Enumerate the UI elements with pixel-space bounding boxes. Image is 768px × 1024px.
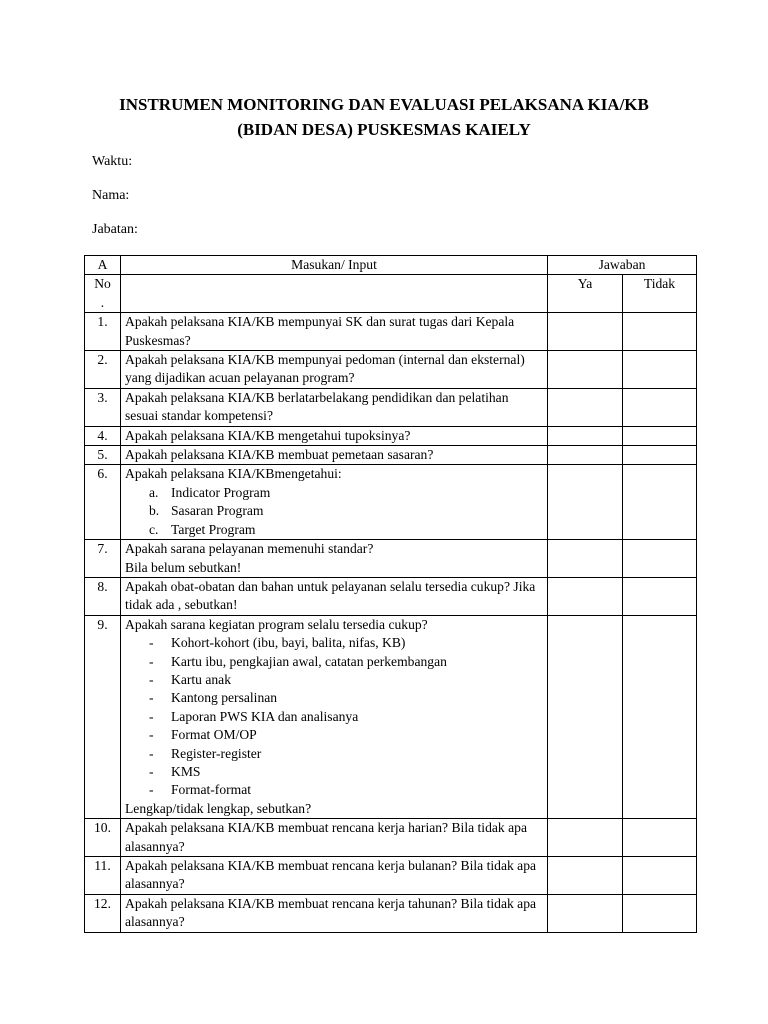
dash-marker: -	[149, 671, 154, 687]
dash-item-text: Kartu anak	[171, 671, 232, 687]
row-number: 2.	[85, 351, 121, 389]
ya-answer-cell[interactable]	[548, 446, 623, 465]
question-cell	[121, 313, 548, 351]
ya-answer-cell[interactable]	[548, 313, 623, 351]
row-number: 3.	[85, 388, 121, 426]
table-row	[85, 446, 697, 465]
question-cell	[121, 540, 548, 578]
row-number: 10.	[85, 819, 121, 857]
table-row	[85, 351, 697, 389]
row-number: 12.	[85, 894, 121, 932]
sub-item-text: Indicator Program	[171, 484, 271, 500]
dash-item	[149, 671, 543, 689]
table-row	[85, 577, 697, 615]
section-header: A	[85, 256, 121, 275]
dash-marker: -	[149, 653, 154, 669]
question-text: Apakah pelaksana KIA/KB mempunyai pedoman (internal dan eksternal) yang dijadikan acuan pelayanan program?	[125, 352, 525, 386]
table-header-row-2	[85, 275, 697, 313]
title-line-2: (BIDAN DESA) PUSKESMAS KAIELY	[237, 120, 531, 139]
row-number: 5.	[85, 446, 121, 465]
ya-answer-cell[interactable]	[548, 615, 623, 818]
tidak-answer-cell[interactable]	[623, 465, 697, 540]
dash-item	[149, 781, 543, 799]
table-row	[85, 540, 697, 578]
no-header	[85, 275, 121, 313]
tidak-answer-cell[interactable]	[623, 446, 697, 465]
question-text: Apakah pelaksana KIA/KB membuat pemetaan sasaran?	[125, 447, 434, 463]
dash-item-text: Laporan PWS KIA dan analisanya	[171, 708, 359, 724]
document-title	[0, 92, 768, 142]
dash-item-text: Kohort-kohort (ibu, bayi, balita, nifas, KB)	[171, 635, 406, 651]
ya-answer-cell[interactable]	[548, 388, 623, 426]
question-text: Apakah pelaksana KIA/KB mengetahui tupoksinya?	[125, 427, 411, 443]
question-cell	[121, 426, 548, 445]
sub-item-marker: b.	[149, 503, 160, 519]
ya-answer-cell[interactable]	[548, 894, 623, 932]
dash-item-text: Kartu ibu, pengkajian awal, catatan perkembangan	[171, 653, 447, 669]
question-cell	[121, 446, 548, 465]
question-cell	[121, 388, 548, 426]
question-cell	[121, 577, 548, 615]
tidak-answer-cell[interactable]	[623, 615, 697, 818]
row-number: 4.	[85, 426, 121, 445]
dash-item	[149, 708, 543, 726]
question-footnote: Lengkap/tidak lengkap, sebutkan?	[125, 800, 312, 816]
row-number: 8.	[85, 577, 121, 615]
ya-answer-cell[interactable]	[548, 857, 623, 895]
question-text: Apakah pelaksana KIA/KB membuat rencana kerja harian? Bila tidak apa alasannya?	[125, 820, 527, 854]
question-cell	[121, 465, 548, 540]
question-text: Apakah sarana kegiatan program selalu tersedia cukup?	[125, 616, 428, 632]
question-cell	[121, 351, 548, 389]
tidak-answer-cell[interactable]	[623, 857, 697, 895]
sub-item-text: Sasaran Program	[171, 503, 264, 519]
dash-item-text: Format OM/OP	[171, 727, 257, 743]
table-row	[85, 615, 697, 818]
tidak-answer-cell[interactable]	[623, 894, 697, 932]
question-cell	[121, 894, 548, 932]
dash-item	[149, 763, 543, 781]
tidak-answer-cell[interactable]	[623, 819, 697, 857]
sub-item	[149, 521, 543, 539]
input-header: Masukan/ Input	[121, 256, 548, 275]
question-cell	[121, 819, 548, 857]
ya-answer-cell[interactable]	[548, 465, 623, 540]
jabatan-label: Jabatan:	[92, 222, 138, 237]
monitoring-table	[84, 255, 697, 933]
question-text: Apakah pelaksana KIA/KB membuat rencana kerja tahunan? Bila tidak apa alasannya?	[125, 895, 537, 930]
ya-answer-cell[interactable]	[548, 577, 623, 615]
tidak-answer-cell[interactable]	[623, 426, 697, 445]
question-text: Apakah pelaksana KIA/KB membuat rencana kerja bulanan? Bila tidak apa alasannya?	[125, 858, 537, 892]
tidak-header: Tidak	[623, 275, 697, 313]
no-header-text: No	[94, 276, 111, 292]
nama-label: Nama:	[92, 188, 130, 203]
dash-marker: -	[149, 690, 154, 706]
tidak-answer-cell[interactable]	[623, 351, 697, 389]
no-header-dot: .	[100, 294, 105, 310]
tidak-answer-cell[interactable]	[623, 540, 697, 578]
tidak-answer-cell[interactable]	[623, 577, 697, 615]
question-followup: Bila belum sebutkan!	[125, 559, 242, 575]
tidak-answer-cell[interactable]	[623, 313, 697, 351]
question-text: Apakah pelaksana KIA/KB mempunyai SK dan surat tugas dari Kepala Puskesmas?	[125, 314, 515, 348]
sub-item	[149, 502, 543, 520]
sub-item-marker: a.	[149, 484, 159, 500]
dash-marker: -	[149, 763, 154, 779]
table-row	[85, 313, 697, 351]
question-cell	[121, 615, 548, 818]
table-row	[85, 819, 697, 857]
question-text: Apakah pelaksana KIA/KBmengetahui:	[125, 466, 342, 482]
ya-header: Ya	[548, 275, 623, 313]
dash-marker: -	[149, 708, 154, 724]
table-header-row-1	[85, 256, 697, 275]
dash-marker: -	[149, 635, 154, 651]
question-text: Apakah pelaksana KIA/KB berlatarbelakang pendidikan dan pelatihan sesuai standar kompetensi?	[125, 389, 509, 424]
jawaban-header: Jawaban	[548, 256, 697, 275]
dash-item	[149, 634, 543, 652]
ya-answer-cell[interactable]	[548, 540, 623, 578]
row-number: 11.	[85, 857, 121, 895]
row-number: 6.	[85, 465, 121, 540]
sub-item	[149, 484, 543, 502]
dash-item-text: Format-format	[171, 782, 252, 798]
dash-item-text: KMS	[171, 763, 201, 779]
waktu-label: Waktu:	[92, 154, 133, 169]
row-number: 7.	[85, 540, 121, 578]
ya-answer-cell[interactable]	[548, 819, 623, 857]
table-row	[85, 465, 697, 540]
table-row	[85, 426, 697, 445]
row-number: 1.	[85, 313, 121, 351]
table-row	[85, 857, 697, 895]
sub-item-marker: c.	[149, 521, 159, 537]
dash-item-text: Register-register	[171, 745, 262, 761]
title-line-1: INSTRUMEN MONITORING DAN EVALUASI PELAKSANA KIA/KB	[119, 95, 649, 114]
question-text: Apakah sarana pelayanan memenuhi standar?	[125, 541, 374, 557]
dash-marker: -	[149, 782, 154, 798]
input-header-blank	[121, 275, 548, 313]
dash-item-text: Kantong persalinan	[171, 690, 278, 706]
dash-marker: -	[149, 727, 154, 743]
table-row	[85, 894, 697, 932]
dash-item	[149, 653, 543, 671]
table-row	[85, 388, 697, 426]
dash-item	[149, 726, 543, 744]
row-number: 9.	[85, 615, 121, 818]
sub-item-text: Target Program	[171, 521, 256, 537]
dash-item	[149, 745, 543, 763]
question-cell	[121, 857, 548, 895]
dash-marker: -	[149, 745, 154, 761]
dash-item	[149, 689, 543, 707]
question-text: Apakah obat-obatan dan bahan untuk pelayanan selalu tersedia cukup? Jika tidak ada , sebutkan!	[125, 578, 536, 613]
ya-answer-cell[interactable]	[548, 426, 623, 445]
ya-answer-cell[interactable]	[548, 351, 623, 389]
tidak-answer-cell[interactable]	[623, 388, 697, 426]
